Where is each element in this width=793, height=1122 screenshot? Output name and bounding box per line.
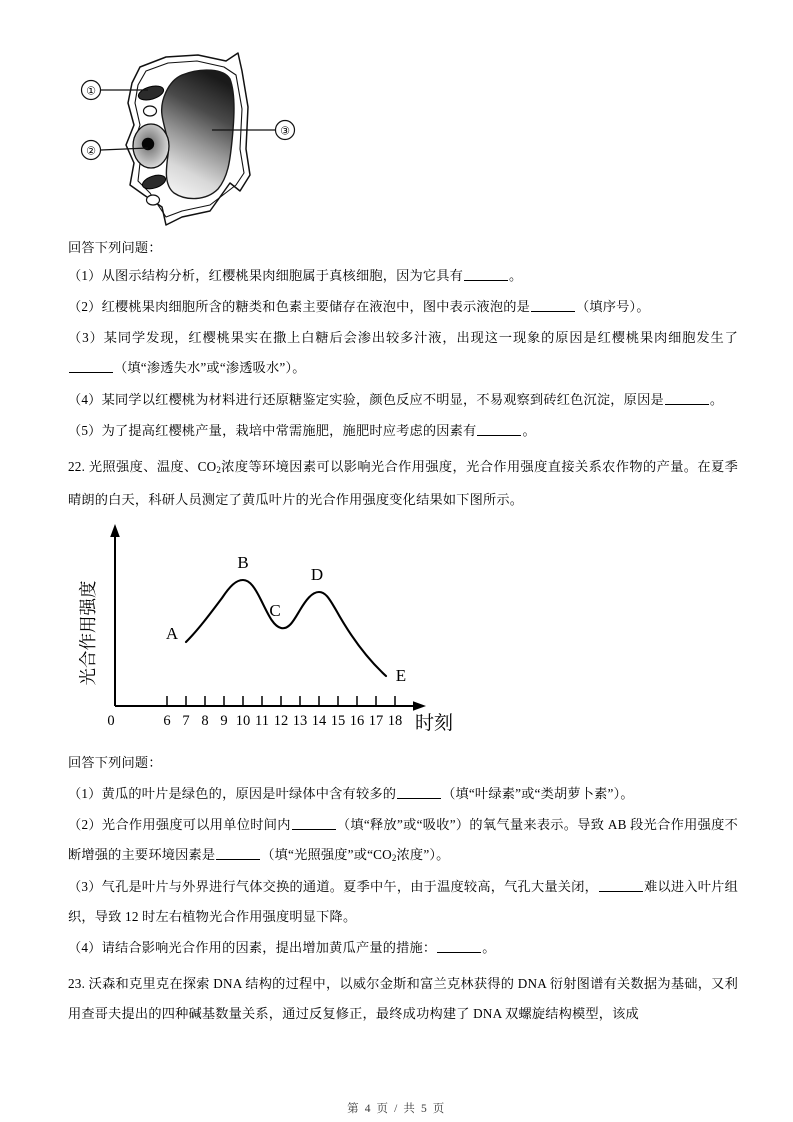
q22-stem-subscript: 2 — [216, 464, 222, 475]
x-tick-origin: 0 — [107, 713, 115, 729]
q21-item-3-marker: （3） — [68, 330, 104, 345]
x-tick-label: 18 — [387, 713, 403, 729]
x-tick-label: 10 — [235, 713, 251, 729]
label-text-1: ① — [86, 85, 96, 98]
answer-blank[interactable] — [464, 267, 508, 281]
photosynthesis-chart-figure — [70, 518, 470, 743]
answer-blank[interactable] — [531, 298, 575, 312]
q23-stem — [68, 969, 738, 1029]
y-axis-arrow — [110, 524, 120, 537]
x-tick-label: 9 — [220, 713, 228, 729]
label-text-2: ② — [86, 145, 96, 158]
q21-item-4 — [68, 385, 738, 415]
answer-blank[interactable] — [665, 391, 709, 405]
q22-stem-part2: 浓度等环境因素可以影响光合作用强度，光合作用强度直接关系农作物的产量。在夏季晴朗的白天，科研人员测定了黄瓜叶片的光合作用强度变化结果如下图所示。 — [68, 459, 738, 507]
q21-item-1 — [68, 261, 738, 291]
q22-item-1-text: 黄瓜的叶片是绿色的，原因是叶绿体中含有较多的 — [101, 786, 397, 801]
curve-label-D: D — [310, 565, 324, 584]
q22-prompt-block — [68, 748, 738, 778]
answer-blank[interactable] — [397, 785, 441, 799]
q21-item-2-tail: （填序号）。 — [575, 299, 650, 314]
x-tick-label: 13 — [292, 713, 308, 729]
q21-item-5-tail: 。 — [522, 423, 536, 438]
q21-item-1-text: 从图示结构分析，红樱桃果肉细胞属于真核细胞，因为它具有 — [101, 268, 464, 283]
photosynthesis-chart-svg — [70, 518, 470, 743]
page-footer: 第 4 页 / 共 5 页 — [347, 1103, 446, 1115]
q22-item-3-text: 气孔是叶片与外界进行气体交换的通道。夏季中午，由于温度较高，气孔大量关闭， — [101, 879, 599, 894]
label-text-3: ③ — [280, 125, 290, 138]
x-tick-label: 17 — [368, 713, 384, 729]
x-axis-tick-labels — [107, 713, 402, 729]
q22-item-2 — [68, 810, 738, 873]
y-axis-title: 光合作用强度 — [78, 580, 98, 686]
q22-prompt: 回答下列问题： — [68, 755, 162, 770]
q21-item-1-marker: （1） — [68, 268, 102, 283]
answer-blank[interactable] — [477, 422, 521, 436]
q21-item-4-tail: 。 — [709, 392, 724, 407]
q22-item-4-marker: （4） — [68, 940, 102, 955]
x-tick-label: 6 — [163, 713, 171, 729]
plant-cell-figure — [70, 45, 360, 230]
q21-item-2-marker: （2） — [68, 299, 102, 314]
plant-cell-svg — [70, 45, 360, 230]
organelle-upper — [144, 106, 157, 116]
chloroplast-upper — [137, 83, 165, 102]
q22-item-3-tail: 难以进入叶片组织，导致 12 时左右植物光合作用强度明显下降。 — [68, 879, 738, 924]
q21-item-5 — [68, 416, 738, 446]
q22-item-4-tail: 。 — [482, 940, 496, 955]
q22-item-4 — [68, 933, 738, 963]
q21-prompt-block — [68, 233, 738, 263]
x-tick-label: 7 — [182, 713, 190, 729]
q21-item-2-text: 红樱桃果肉细胞所含的糖类和色素主要储存在液泡中，图中表示液泡的是 — [101, 299, 530, 314]
answer-blank[interactable] — [599, 878, 643, 892]
q21-item-3-text: 某同学发现，红樱桃果实在撒上白糖后会渗出较多汁液，出现这一现象的原因是红樱桃果肉细胞发生了 — [103, 330, 738, 345]
q23-text: 沃森和克里克在探索 DNA 结构的过程中，以威尔金斯和富兰克林获得的 DNA 衍射图谱有关数据为基础，又利用查哥夫提出的四种碱基数量关系，通过反复修正，最终成功构建了 DNA 双螺旋结构模型，该成 — [68, 976, 739, 1021]
x-tick-label: 8 — [201, 713, 209, 729]
x-tick-label: 12 — [273, 713, 289, 729]
q21-item-4-marker: （4） — [68, 392, 102, 407]
q21-item-5-text: 为了提高红樱桃产量，栽培中常需施肥，施肥时应考虑的因素有 — [101, 423, 477, 438]
q21-item-5-marker: （5） — [68, 423, 102, 438]
q22-item-3 — [68, 872, 738, 932]
vacuole — [162, 70, 234, 199]
chloroplast-lower — [141, 173, 168, 192]
x-tick-label: 14 — [311, 713, 327, 729]
q21-item-4-text: 某同学以红樱桃为材料进行还原糖鉴定实验，颜色反应不明显，不易观察到砖红色沉淀，原因是 — [101, 392, 664, 407]
x-tick-label: 11 — [255, 713, 269, 729]
organelle-lower — [147, 195, 160, 205]
q21-item-1-tail: 。 — [509, 268, 523, 283]
x-axis-ticks — [167, 696, 395, 706]
q22-item-4-text: 请结合影响光合作用的因素，提出增加黄瓜产量的措施： — [101, 940, 437, 955]
q22-item-2-tail-post: 浓度”）。 — [396, 847, 450, 862]
answer-blank[interactable] — [216, 846, 260, 860]
curve-label-C: C — [269, 601, 281, 620]
x-axis-arrow — [413, 701, 426, 711]
q23-number: 23. — [68, 976, 86, 991]
x-tick-label: 15 — [330, 713, 346, 729]
q21-prompt: 回答下列问题： — [68, 240, 162, 255]
q22-item-2-tail-pre: （填“光照强度”或“CO — [261, 847, 392, 862]
curve-label-A: A — [165, 624, 179, 643]
x-tick-label: 16 — [349, 713, 365, 729]
q22-item-1 — [68, 779, 738, 809]
curve-label-B: B — [237, 553, 249, 572]
q21-item-2 — [68, 292, 738, 322]
photosynthesis-curve — [186, 580, 386, 676]
q22-item-2-marker: （2） — [68, 817, 102, 832]
x-axis-title: 时刻 — [414, 713, 454, 734]
answer-blank[interactable] — [69, 359, 113, 373]
answer-blank[interactable] — [292, 816, 336, 830]
curve-label-E: E — [395, 666, 407, 685]
q22-item-2-text: 光合作用强度可以用单位时间内 — [101, 817, 291, 832]
q22-item-2-mid: （填“释放”或“吸收”）的氧气量来表示。导致 AB 段光合作用强度不断增强的主要环境因素是 — [68, 817, 738, 862]
q21-item-3 — [68, 323, 738, 383]
q22-item-2-subscript: 2 — [391, 852, 397, 863]
q22-item-1-tail: （填“叶绿素”或“类胡萝卜素”）。 — [442, 786, 634, 801]
answer-blank[interactable] — [437, 939, 481, 953]
q22-stem-part1: 光照强度、温度、CO — [88, 459, 217, 474]
curve-point-labels — [166, 553, 406, 685]
q22-number: 22. — [68, 459, 86, 474]
q22-item-1-marker: （1） — [68, 786, 102, 801]
q22-stem — [68, 452, 738, 515]
q21-item-3-tail: （填“渗透失水”或“渗透吸水”）。 — [114, 360, 306, 375]
q22-item-3-marker: （3） — [68, 879, 102, 894]
